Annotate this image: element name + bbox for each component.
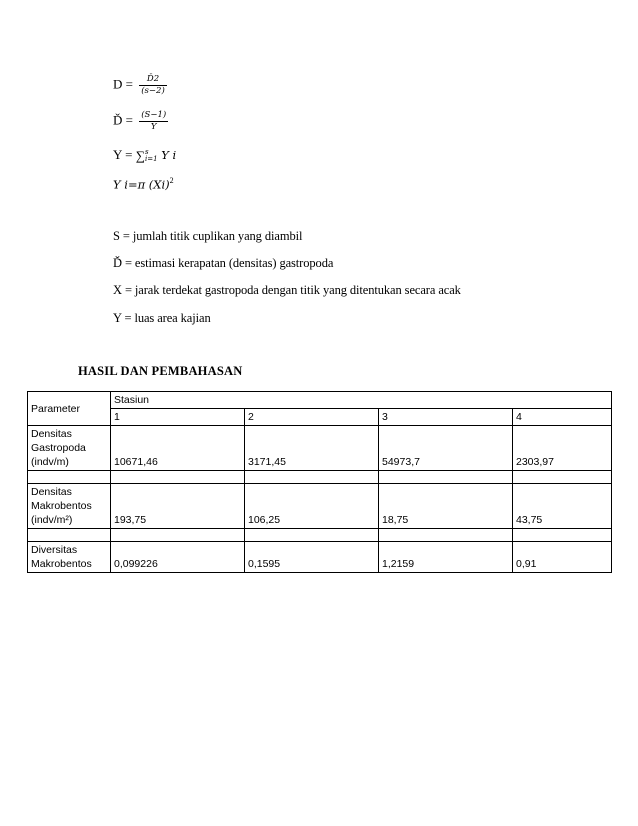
table-cell: 10671,46 xyxy=(111,426,245,471)
formula-dhat-numerator: (S−1) xyxy=(141,110,167,120)
definition-y: Y = luas area kajian xyxy=(113,311,211,325)
formula-y xyxy=(113,147,176,164)
row-label xyxy=(28,542,111,573)
spacer-row xyxy=(28,471,612,484)
section-heading: HASIL DAN PEMBAHASAN xyxy=(78,364,243,378)
row-label-line: Makrobentos xyxy=(31,500,92,512)
table-cell: 0,91 xyxy=(513,542,612,573)
formula-d-fraction xyxy=(139,74,167,97)
table-cell: 0,099226 xyxy=(111,542,245,573)
formula-d xyxy=(113,74,167,97)
station-1-header: 1 xyxy=(111,409,245,426)
table-header-row xyxy=(28,392,612,409)
table-cell: 1,2159 xyxy=(379,542,513,573)
formula-yi-rhs: =π (Xi) xyxy=(127,177,170,192)
table-cell: 43,75 xyxy=(513,484,612,529)
row-label-line: Makrobentos xyxy=(31,558,92,570)
table-cell: 193,75 xyxy=(111,484,245,529)
definition-s: S = jumlah titik cuplikan yang diambil xyxy=(113,229,303,243)
table-cell: 2303,97 xyxy=(513,426,612,471)
row-label-line: Gastropoda xyxy=(31,442,86,454)
spacer-row xyxy=(28,529,612,542)
row-label-line: (indv/m²) xyxy=(31,514,73,526)
formula-yi-exponent: 2 xyxy=(169,176,174,185)
row-label xyxy=(28,426,111,471)
formula-d-numerator: Ď2 xyxy=(139,74,167,86)
station-number-row xyxy=(28,409,612,426)
formula-yi xyxy=(113,176,174,192)
station-2-header: 2 xyxy=(245,409,379,426)
table-cell: 106,25 xyxy=(245,484,379,529)
table-cell: 3171,45 xyxy=(245,426,379,471)
formula-d-denominator: (s−2) xyxy=(141,86,165,96)
formula-y-lhs: Y = xyxy=(113,147,136,162)
table-row xyxy=(28,426,612,471)
sum-limits xyxy=(145,149,158,163)
table-cell: 54973,7 xyxy=(379,426,513,471)
row-label xyxy=(28,484,111,529)
formula-dhat-fraction xyxy=(139,110,168,133)
formula-dhat-denominator: Y xyxy=(150,122,157,132)
param-header: Parameter xyxy=(28,392,111,426)
formula-dhat-lhs: Ď = xyxy=(113,112,133,128)
table-cell: 0,1595 xyxy=(245,542,379,573)
definition-dhat: Ď = estimasi kerapatan (densitas) gastropoda xyxy=(113,256,334,270)
station-3-header: 3 xyxy=(379,409,513,426)
formula-dhat xyxy=(113,110,168,133)
sum-symbol: ∑ xyxy=(135,148,146,164)
row-label-line: Densitas xyxy=(31,486,72,498)
sum-term: Y i xyxy=(157,148,177,162)
table-cell: 18,75 xyxy=(379,484,513,529)
stasiun-header: Stasiun xyxy=(111,392,612,409)
sum-upper-limit: s xyxy=(145,148,149,157)
definition-x: X = jarak terdekat gastropoda dengan titik yang ditentukan secara acak xyxy=(113,283,461,297)
formula-d-lhs: D = xyxy=(113,76,133,92)
results-table xyxy=(27,391,612,573)
row-label-line: Densitas xyxy=(31,428,72,440)
row-label-line: Diversitas xyxy=(31,544,78,556)
station-4-header: 4 xyxy=(513,409,612,426)
row-label-line: (indv/m) xyxy=(31,456,69,468)
table-row xyxy=(28,484,612,529)
table-row xyxy=(28,542,612,573)
formula-yi-lhs: Y i xyxy=(113,177,128,192)
sum-lower-limit: i=1 xyxy=(145,155,158,164)
